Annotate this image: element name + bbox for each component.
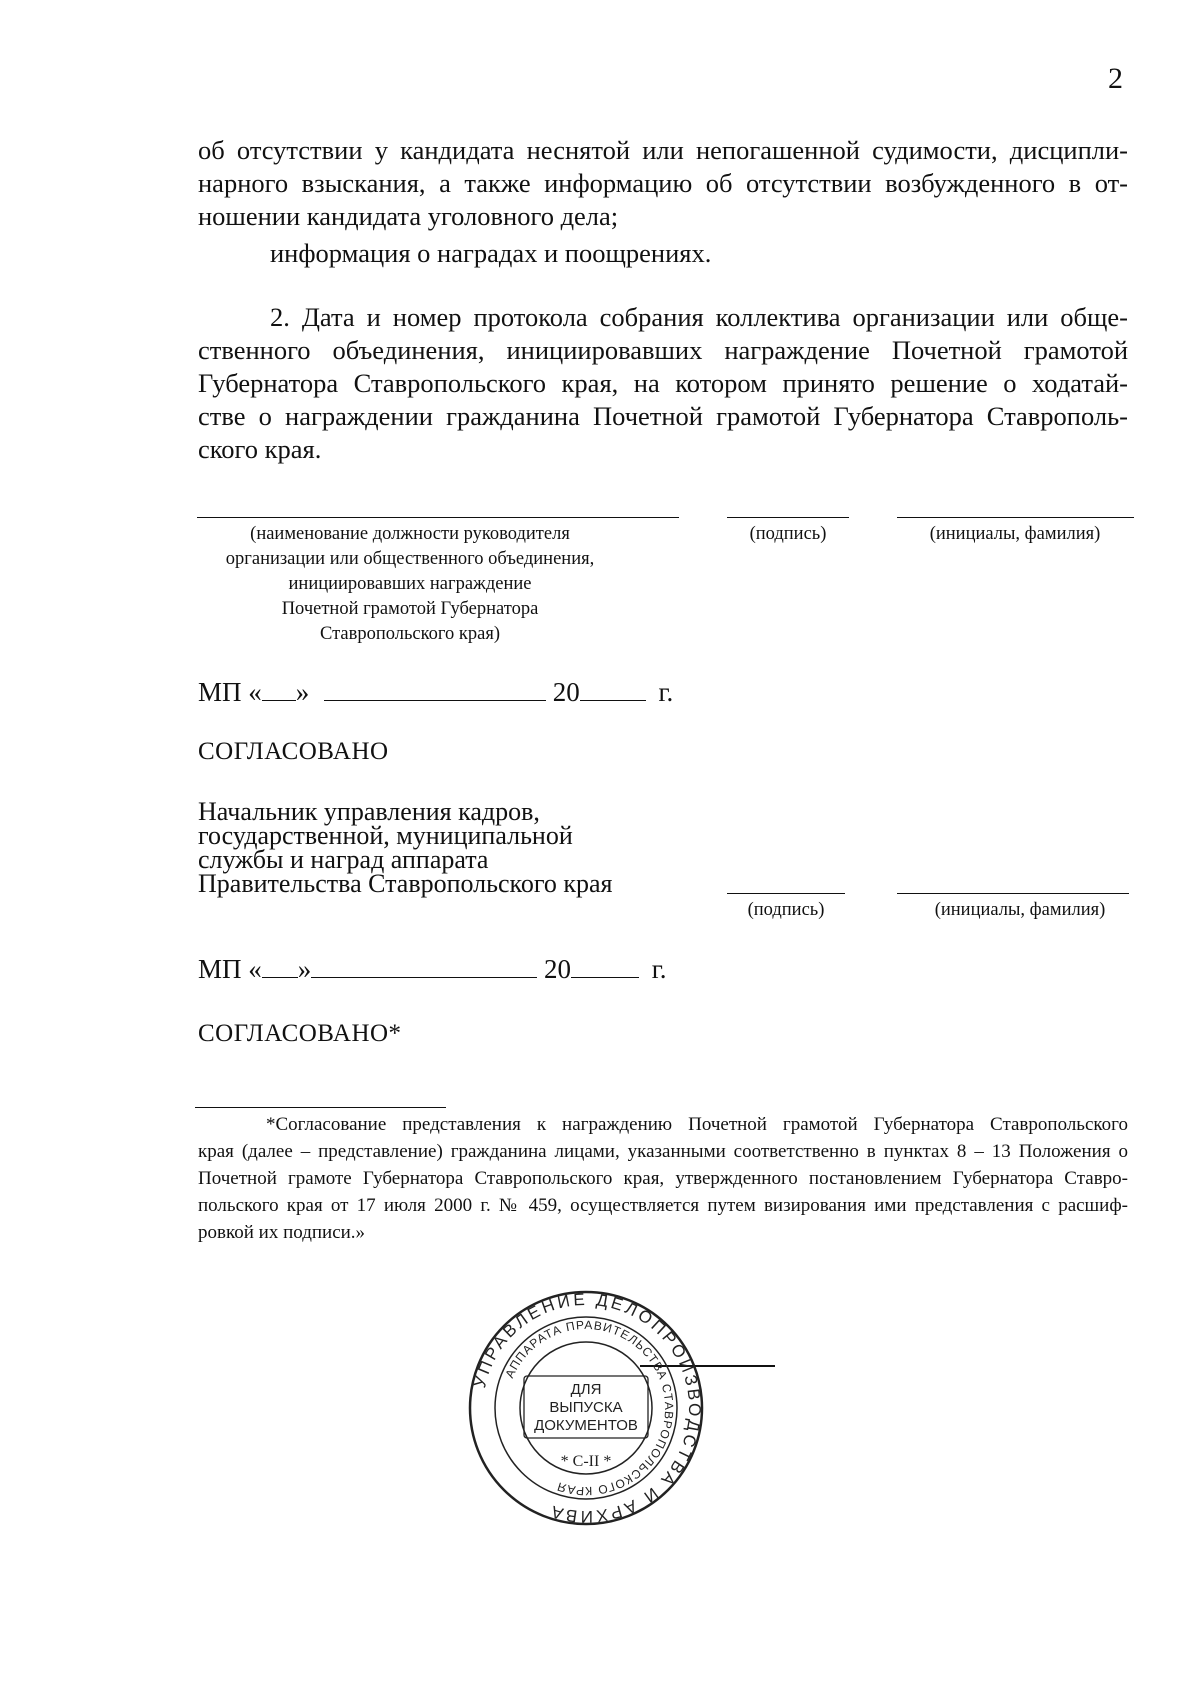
position-caption: (наименование должности руководителя организации или общественного объединения, инициировавших награждение Почетной грамотой Губернатора Ставропольского края) <box>225 524 595 644</box>
page-number: 2 <box>1108 62 1123 95</box>
name-caption: (инициалы, фамилия) <box>929 524 1101 544</box>
seal-code: * С-II * <box>560 1453 612 1470</box>
chief-title: Начальник управления кадров, государственной, муниципальной службы и наград аппарата Правительства Ставропольского края <box>198 797 613 898</box>
name-caption: (инициалы, фамилия) <box>934 900 1106 920</box>
seal-outer-text: УПРАВЛЕНИЕ ДЕЛОПРОИЗВОДСТВА И АРХИВА <box>470 1289 705 1527</box>
signature-line <box>727 517 849 518</box>
paragraph-line: ношении кандидата уголовного дела; <box>198 201 619 231</box>
agreed-heading-star: СОГЛАСОВАНО* <box>198 1020 402 1047</box>
footnote-line: ровкой их подписи.» <box>198 1222 366 1243</box>
agreed-heading: СОГЛАСОВАНО <box>198 738 389 765</box>
month-blank <box>324 676 546 701</box>
seal-inner-text: АППАРАТА ПРАВИТЕЛЬСТВА СТАВРОПОЛЬСКОГО КРАЯ <box>502 1317 677 1499</box>
seal-center-line: ВЫПУСКА <box>549 1399 623 1416</box>
footnote-line: края (далее – представление) гражданина лицами, указанными соответственно в пунктах 8 – 13 Положения о <box>198 1141 1128 1162</box>
footnote-line: польского края от 17 июля 2000 г. № 459, осуществляется путем визирования ими представления с расшиф- <box>198 1195 1128 1216</box>
name-line <box>897 893 1129 894</box>
signature-caption: (подпись) <box>747 900 825 920</box>
awards-line: информация о наградах и поощрениях. <box>270 238 712 268</box>
seal-center-line: ДОКУМЕНТОВ <box>534 1417 638 1434</box>
day-blank <box>262 953 298 978</box>
year-blank <box>571 953 639 978</box>
footnote-separator <box>195 1107 446 1108</box>
footnote-line: *Согласование представления к награждению Почетной грамотой Губернатора Ставропольского <box>266 1114 1128 1135</box>
name-line <box>897 517 1134 518</box>
paragraph-line: ского края. <box>198 434 322 464</box>
paragraph-line: ственного объединения, инициировавших награждение Почетной грамотой <box>198 335 1128 365</box>
official-seal <box>466 1288 706 1528</box>
paragraph-line: об отсутствии у кандидата неснятой или непогашенной судимости, дисципли- <box>198 135 1128 165</box>
signature-line <box>727 893 845 894</box>
mp-date-line: МП « » 20 г. <box>198 954 667 984</box>
year-blank <box>580 676 646 701</box>
position-line <box>197 517 679 518</box>
seal-center-line: ДЛЯ <box>570 1381 602 1398</box>
footnote-line: Почетной грамоте Губернатора Ставропольского края, утвержденного постановлением Губернатора Ставро- <box>198 1168 1128 1189</box>
mp-date-line: МП « » 20 г. <box>198 677 674 707</box>
signature-caption: (подпись) <box>749 524 827 544</box>
day-blank <box>262 676 296 701</box>
paragraph-line: 2. Дата и номер протокола собрания коллектива организации или обще- <box>270 302 1128 332</box>
paragraph-line: Губернатора Ставропольского края, на котором принято решение о ходатай- <box>198 368 1128 398</box>
paragraph-line: стве о награждении гражданина Почетной грамотой Губернатора Ставрополь- <box>198 401 1128 431</box>
month-blank <box>311 953 537 978</box>
paragraph-line: нарного взыскания, а также информацию об отсутствии возбужденного в от- <box>198 168 1128 198</box>
